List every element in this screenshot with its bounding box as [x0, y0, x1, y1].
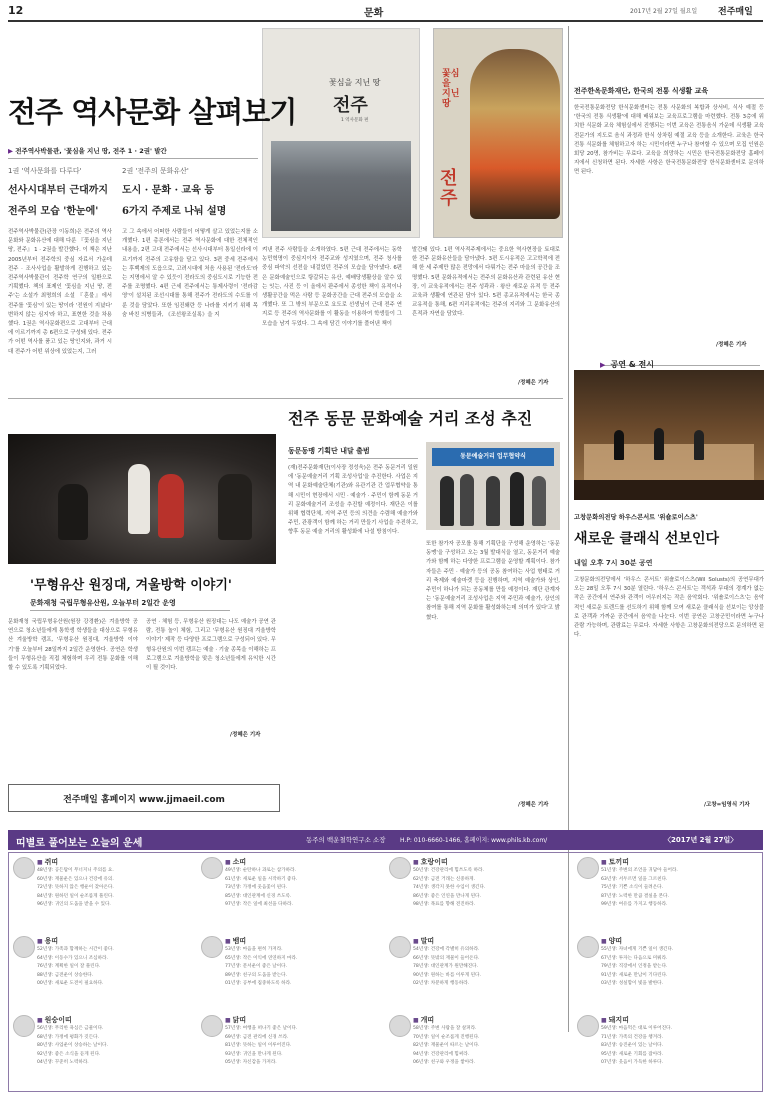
sidebar-lead-rule — [574, 98, 764, 99]
zodiac-name: ■ 개띠 — [413, 1015, 434, 1025]
zodiac-name: ■ 양띠 — [601, 936, 622, 946]
fortune-line: 69년생: 금전 관리에 신경 쓰라. — [225, 1034, 289, 1040]
vol1-tag: 1권 '역사문화를 다루다' — [8, 167, 82, 175]
fortune-cell — [9, 932, 197, 1010]
fortune-line: 98년생: 목표를 향해 전진하라. — [413, 902, 476, 908]
book-cover-1 — [262, 28, 420, 238]
fortune-line: 95년생: 새로운 기회를 잡아라. — [601, 1051, 664, 1057]
fortune-lines — [601, 946, 757, 1008]
byline-marker-icon: ▶ — [8, 147, 13, 155]
lead-headline: 전주 역사문화 살펴보기 — [8, 95, 297, 129]
fortune-lines — [37, 867, 193, 929]
fortune-line: 51년생: 주변의 조언을 귀담아 들어라. — [601, 868, 678, 873]
person-4 — [510, 472, 524, 526]
vol1-sub2: 전주의 모습 '한눈에' — [8, 206, 99, 217]
fortune-line: 99년생: 여유를 가지고 행동하라. — [601, 902, 668, 908]
fortune-lines — [225, 867, 381, 929]
concert-performer-2 — [654, 428, 664, 460]
fortune-cell — [9, 853, 197, 931]
concert-title: 새로운 클래식 선보인다 — [574, 531, 719, 547]
fortune-line: 66년생: 뜻밖의 재물이 들어온다. — [413, 955, 480, 961]
concert-credit: /고창=임영식 기자 — [704, 802, 750, 808]
fortune-cell — [573, 932, 761, 1010]
issue-date: 2017년 2월 27일 월요일 — [630, 8, 698, 15]
fortune-line: 72년생: 뜻하지 않은 행운이 찾아온다. — [37, 885, 114, 891]
fortune-line: 73년생: 가정에 웃음꽃이 핀다. — [225, 885, 288, 891]
fortune-cell — [197, 853, 385, 931]
fortune-cell — [573, 853, 761, 931]
book-2-subtitle: 꽃심을 지닌 땅 — [442, 69, 460, 109]
fortune-line: 65년생: 작은 이익에 연연하지 마라. — [225, 955, 298, 961]
play-kicker: 문화재청 국립무형유산원, 오늘부터 2일간 운영 — [30, 599, 176, 607]
fortune-line: 82년생: 재물운이 따르는 날이다. — [413, 1043, 480, 1049]
fortune-line: 48년생: 공든탑이 무너지니 주의를 요. — [37, 868, 114, 873]
fortune-cell — [197, 1011, 385, 1089]
fortune-lines — [225, 946, 381, 1008]
fortune-line: 77년생: 문서운이 좋은 날이다. — [225, 964, 288, 970]
zodiac-name: ■ 쥐띠 — [37, 857, 58, 867]
fortune-cell — [385, 853, 573, 931]
zodiac-animal-icon — [201, 1015, 223, 1037]
person-1 — [440, 476, 454, 526]
section-name: 문화 — [364, 8, 384, 19]
concert-stage — [584, 444, 754, 480]
fortune-line: 96년생: 귀인의 도움을 받을 수 있다. — [37, 902, 111, 908]
fortune-lines — [413, 867, 569, 929]
zodiac-name: ■ 원숭이띠 — [37, 1015, 72, 1025]
section-tag — [600, 352, 760, 369]
section-tag-icon: ▶ — [600, 361, 606, 369]
fortune-line: 52년생: 가족과 함께하는 시간이 좋다. — [37, 947, 114, 952]
zodiac-animal-icon — [577, 857, 599, 879]
fortune-line: 53년생: 마음을 편히 가져라. — [225, 947, 283, 952]
fortune-line: 84년생: 원하던 일이 순조롭게 풀린다. — [37, 893, 114, 899]
fortune-line: 06년생: 친구와 우정을 쌓아라. — [413, 1060, 476, 1066]
street-col-1: (재)전주문화재단(이사장 정성욱)은 전주 동문거리 일원에 '동문예술거리 기획 조성사업'을 추진한다. 사업은 지역 내 문화예술단체(기관)와 유관기관 간 업무협약을 통해 시민이 현장에서 시민 · 예술가 · 주민이 함께 동문 거리 문화예술거리 조성을 추진할 예정이다. 재단은 이를 위해 협력단체, 지역 주민 등의 의견을 수렴해 예술가와 주민, 관광객이 함께 하는 거리 만들기 사업을 추진하고, 향후 동문 예술 거리의 활성화에 나설 방침이다. — [288, 465, 418, 536]
zodiac-name: ■ 용띠 — [37, 936, 58, 946]
fortune-line: 92년생: 좋은 소식을 듣게 된다. — [37, 1051, 101, 1057]
zodiac-animal-icon — [13, 1015, 35, 1037]
masthead-rule — [8, 20, 763, 22]
performer-red — [158, 474, 184, 538]
fortune-lines — [601, 1025, 757, 1087]
fortune-lines — [37, 1025, 193, 1087]
concert-rule — [574, 570, 764, 571]
zodiac-animal-icon — [577, 1015, 599, 1037]
fortune-lines — [413, 946, 569, 1008]
zodiac-animal-icon — [389, 936, 411, 958]
street-kicker: 동문동맹 기획단 내달 출범 — [288, 447, 370, 455]
vol2-tag: 2권 '전주의 문화유산' — [122, 167, 189, 175]
zodiac-name: ■ 말띠 — [413, 936, 434, 946]
fortune-lines — [37, 946, 193, 1008]
fortune-lines — [225, 1025, 381, 1087]
fortune-cell — [573, 1011, 761, 1089]
lead-col-2: 고 그 속에서 어떠한 사람들이 어떻게 살고 있었는지를 소개했다. 1편 총론에서는 전주 역사문화에 대한 전체적인 내용을, 2편 고대 전주에서는 선사시대부터 통일신라에 이르기까지 전주의 고유함을 담고 있다. 3편 중세 전주에서는 후백제의 도읍으로, 고려시대에 처음 사용된 '전라도'라는 지명에서 알 수 있듯이 전라도의 중심도시로 기능한 전주를 조명했다. 4편 근세 전주에서는 통제사령이 '전라감영'이 설치된 조선시대를 통해 전주가 전라도의 수도를 이룬 것을 담았다. 또한 임진왜란 등 나라를 지키기 위해 목숨 바친 의병들과, 《조선왕조실록》을 지 — [122, 229, 258, 318]
horoscope-body — [8, 852, 763, 1092]
play-kicker-rule — [30, 610, 230, 611]
fortune-line: 07년생: 웃음이 가득한 하루다. — [601, 1060, 664, 1066]
vol2-sub1: 도시 · 문화 · 교육 등 — [122, 185, 214, 196]
page-number: 12 — [8, 4, 24, 17]
fortune-cell — [385, 932, 573, 1010]
zodiac-animal-icon — [201, 936, 223, 958]
fortune-cell — [9, 1011, 197, 1089]
concert-photo — [574, 370, 764, 500]
lead-col-1: 전주역사박물관(관장 이동희)은 전주의 역사문화와 문화유산에 대해 다룬 『꽃심을 지닌 땅, 전주』 1 · 2권을 발간했다. 이 책은 지난 2005년부터 전주학의 중심 자료서 가운데 전주 · 조사사업을 활발하게 진행하고 있는 전주역사박물관이 전주학 연구의 일환으로 기획했다. 책의 표제인 '꽃심을 지닌 땅, 전주'는 소설가 최명희의 소설 『혼불』에서 전주를 '꽃심'이 있는 땅이라 '전원이 지녔다' 변하지 않는 심지'라 하고, 표현한 것을 차용했다. 1권은 역사문화편으로 고대부터 근대에 이르기까지 총 6편으로 구성돼 있다. 전주가 어떤 역사를 품고 있는 땅인지와, 과거 시대 전주가 어떤 위상에 있었는지, 그러 — [8, 229, 112, 355]
fortune-line: 55년생: 자녀에게 기쁜 일이 생긴다. — [601, 947, 674, 952]
fortune-line: 58년생: 주변 사람을 잘 살펴라. — [413, 1026, 477, 1031]
fortune-cell — [197, 932, 385, 1010]
fortune-line: 05년생: 자신감을 가져라. — [225, 1060, 277, 1066]
fortune-line: 62년생: 금전 거래는 신중하게. — [413, 876, 476, 882]
street-col-2: 또한 참가자 공모를 통해 기획단을 구성해 운영하는 '동문동맹'을 구성하고 오는 3월 발대식을 열고, 동문거리 예술가와 함께 하는 다양한 프로그램을 운영할 계획이다. 참가자들은 주민 · 예술가 등의 공동 참여하는 사업 형태로 거리 축제와 예술마켓 등을 진행하며, 지역 예술가와 상인, 주민이 하나가 되는 공동체를 만들 예정이다. 재단 관계자는 '동문예술거리 조성사업은 지역 주민과 예술가, 상인의 참여를 통해 지역 문화를 활성화하는데 의미가 있다'고 밝혔다. — [426, 541, 560, 621]
fortune-line: 57년생: 여행을 떠나기 좋은 날이다. — [225, 1026, 298, 1031]
play-col-1: 문화재청 국립무형유산원(원장 강경환)은 겨울방학 공연으로 청소년들에게 통학생 학생들을 대상으로 무형유산 겨울방학 캠프, '무형유산 원징대, 겨울방학 이야기'를 오늘부터 28일까지 2일간 운영한다. 공연은 학생들이 무형유산을 직접 체험하며 우리 전통 문화를 이해할 수 있도록 기획되었다. — [8, 619, 138, 672]
zodiac-name: ■ 토끼띠 — [601, 857, 629, 867]
fortune-line: 74년생: 생각지 못한 수입이 생긴다. — [413, 885, 486, 891]
fortune-line: 03년생: 성실함이 빛을 발한다. — [601, 981, 664, 987]
zodiac-animal-icon — [577, 936, 599, 958]
vol2-sub2: 6가지 주제로 나눠 설명 — [122, 206, 227, 217]
fortune-line: 50년생: 건강관리에 힘쓰도록 하라. — [413, 868, 484, 873]
fortune-line: 97년생: 작은 일에 최선을 다하라. — [225, 902, 293, 908]
concert-kicker: 고창문화의전당 하우스콘서트 '위숄로이스츠' — [574, 514, 698, 521]
book-2-portrait — [470, 49, 560, 219]
concert-performer-1 — [614, 430, 624, 460]
play-credit: /정혜은 기자 — [230, 732, 261, 738]
street-kicker-rule — [288, 458, 418, 459]
zodiac-name: ■ 닭띠 — [225, 1015, 246, 1025]
masthead — [8, 4, 763, 18]
fortune-line: 85년생: 대인관계에 신경 쓰도록. — [225, 893, 292, 899]
fortune-line: 89년생: 친구의 도움을 받는다. — [225, 972, 288, 978]
fortune-line: 75년생: 기쁜 소식이 들려온다. — [601, 885, 664, 891]
fortune-line: 60년생: 재물운은 있으나 건강에 유의. — [37, 876, 114, 882]
street-top-rule — [8, 398, 563, 399]
fortune-line: 91년생: 새로운 만남이 기다린다. — [601, 972, 668, 978]
concert-time: 내일 오후 7시 30분 공연 — [574, 559, 653, 567]
zodiac-name: ■ 소띠 — [225, 857, 246, 867]
fortune-line: 67년생: 투자는 다음으로 미뤄라. — [601, 955, 668, 961]
fortune-line: 54년생: 건강에 각별히 유의하라. — [413, 947, 480, 952]
fortune-line: 90년생: 원하는 바를 이루게 된다. — [413, 972, 481, 978]
fortune-line: 78년생: 대인관계가 원만해진다. — [413, 964, 479, 970]
fortune-line: 64년생: 이동수가 있으니 조심하라. — [37, 955, 108, 961]
street-photo — [426, 442, 560, 530]
play-photo — [8, 434, 276, 564]
fortune-line: 87년생: 노력한 만큼 결실을 본다. — [601, 893, 669, 899]
zodiac-animal-icon — [13, 857, 35, 879]
fortune-line: 94년생: 건강관리에 힘써라. — [413, 1051, 470, 1057]
horoscope-sponsor: 동주의 백운철학연구소 소장 — [306, 836, 386, 844]
fortune-line: 59년생: 마음먹은 대로 이루어진다. — [601, 1026, 672, 1031]
street-headline: 전주 동문 문화예술 거리 조성 추진 — [288, 409, 533, 428]
zodiac-animal-icon — [201, 857, 223, 879]
play-headline: '무형유산 원징대, 겨울방학 이야기' — [30, 578, 232, 593]
section-tag-label: 공연 & 전시 — [610, 360, 654, 369]
homepage-ad-text: 전주매일 홈페이지 www.jjmaeil.com — [63, 795, 225, 805]
zodiac-name: ■ 호랑이띠 — [413, 857, 448, 867]
performer-dark-1 — [58, 484, 88, 540]
lead-byline — [8, 146, 167, 155]
fortune-line: 81년생: 뜻하는 일이 이루어진다. — [225, 1043, 292, 1049]
fortune-line: 01년생: 공부에 집중하도록 하라. — [225, 981, 292, 987]
zodiac-animal-icon — [13, 936, 35, 958]
fortune-line: 71년생: 가족의 건강을 챙겨라. — [601, 1034, 664, 1040]
sidebar-lead-credit: /정혜은 기자 — [716, 342, 747, 348]
lead-credit: /정혜은 기자 — [518, 380, 549, 386]
lead-col-4: 발간돼 있다. 1편 역사적주제에서는 중요한 역사현장을 토대로 한 전주 문화유산들을 담아냈다. 3편 도시유적은 고고학적에 전해 한 세 주제만 많은 전망에서 다뤄가는 전주 마을의 공간을 조명했다. 5편 문화유적에서는 전주의 문화유산과 관련된 유산 현장, 이 교육유적에서는 전주 성곽과 · 왕산 새로운 유적 등 전주 교육과 생활에 연관된 담아 있다. 5편 종교유적에서는 한국 종교유적을 통해, 6편 지리유적에는 전주의 지리와 그 문화유산의 흔적과 자연을 담았다. — [412, 247, 560, 318]
street-banner: 동문예술거리 업무협약식 — [432, 448, 554, 466]
performer-white — [128, 464, 150, 534]
fortune-line: 83년생: 승진운이 있는 날이다. — [601, 1043, 664, 1049]
zodiac-name: ■ 돼지띠 — [601, 1015, 629, 1025]
zodiac-animal-icon — [389, 857, 411, 879]
fortune-line: 56년생: 무리한 욕심은 금물이다. — [37, 1026, 104, 1031]
homepage-ad[interactable] — [8, 784, 280, 812]
sidebar-lead-title: 전주한옥문화재단, 한국의 전통 식생활 교육 — [574, 87, 709, 95]
paper-name: 전주매일 — [718, 7, 753, 17]
book-1-volume: 1 역사문화 편 — [341, 118, 369, 123]
fortune-line: 79년생: 직장에서 인정을 받는다. — [601, 964, 668, 970]
lead-byline-text: 전주역사박물관, '꽃심을 지닌 땅, 전주 1 · 2권' 발간 — [15, 147, 167, 155]
fortune-line: 04년생: 꾸준히 노력하라. — [37, 1060, 89, 1066]
fortune-line: 86년생: 좋은 인연을 만나게 된다. — [413, 893, 481, 899]
person-5 — [532, 476, 546, 526]
play-col-2: 공연 · 체험 등, 무형유산 원징대는 나도 예술가 공연 관람, 전통 놀이 체험, 그리고 '무형유산 원징대 겨울방학 이야기' 제작 등 다양한 프로그램으로 구성되어 있다. 무형유산원의 이번 캠프는 예술 · 기술 종목을 이해하는 프로그램으로 겨울방학을 맞은 청소년들에게 유익한 시간이 될 것이다. — [146, 619, 276, 672]
horoscope-title: 띠별로 풀어보는 오늘의 운세 — [16, 838, 143, 849]
zodiac-name: ■ 뱀띠 — [225, 936, 246, 946]
concert-audience — [574, 480, 764, 500]
horoscope-phone: H.P: 010-6660-1466, 홈페이지: www.phils.kb.com/ — [400, 837, 548, 844]
fortune-line: 00년생: 새로운 도전이 필요하다. — [37, 981, 104, 987]
person-3 — [486, 476, 500, 526]
book-2-title: 전주 — [440, 168, 458, 209]
performer-dark-2 — [218, 474, 252, 540]
sidebar-lead-body: 한국전통문화전당 한식문화센터는 전통 사문화의 복합과 상서비, 식사 예절 등 '한국의 전통 식생활'에 대해 배워보는 교육프로그램을 마련했다. 전통 3층에 위치한 식문화 교육 체험실에서 진행되는 이번 교육은 전통음식 가운데 식생활 교육 전문가의 지도로 음식 과정과 한식 상차림 예절 교육 등을 소개한다. 교육은 한국 전통 식문화를 체험하고자 하는 시민이라면 누구나 참여할 수 있으며 모집 인원은 회당 20명, 참가비는 무료다. 교육을 희망하는 시민은 한국전통문화전당 홈페이지에서 신청하면 된다. 자세한 사항은 한국전통문화전당 한식문화센터로 문의하면 된다. — [574, 105, 764, 176]
fortune-line: 63년생: 서두르면 일을 그르친다. — [601, 876, 668, 882]
fortune-lines — [601, 867, 757, 929]
book-1-subtitle: 꽃심을 지닌 땅 — [329, 78, 381, 87]
horoscope-date: 〈2017년 2월 27일〉 — [664, 836, 738, 844]
concert-performer-3 — [694, 430, 704, 460]
fortune-line: 88년생: 금전운이 상승한다. — [37, 972, 94, 978]
vol1-sub1: 선사시대부터 근대까지 — [8, 185, 109, 196]
fortune-line: 61년생: 새로운 일을 시작하기 좋다. — [225, 876, 298, 882]
concert-body: 고창문화의전당에서 '하우스 콘서트' 위숄로이스츠(Wil Solusts)의 공연무대가 오는 28일 오후 7시 30분 열린다. '하우스 콘서트'는 객석과 무대의 경계가 없는 작은 공간에서 연주와 관객이 어우러지는 작은 음악회다. '위숄로이스츠'는 음악적인 새로운 트렌드를 선도하기 위해 함께 모여 새로운 클래식을 선보이는 앙상블로 관객과 가까운 공간에서 음악을 나눈다. 이번 공연은 고창군민이라면 누구나 관람 가능하며, 관람료는 무료다. 자세한 사항은 고창문화의전당으로 문의하면 된다. — [574, 577, 764, 639]
street-credit: /정혜은 기자 — [518, 802, 549, 808]
zodiac-animal-icon — [389, 1015, 411, 1037]
lead-byline-rule — [8, 158, 258, 159]
person-2 — [460, 474, 474, 526]
fortune-line: 02년생: 차분하게 행동하라. — [413, 981, 470, 987]
book-1-photo — [271, 141, 411, 231]
horoscope-header — [8, 830, 763, 850]
book-1-title: 전주 — [333, 95, 368, 116]
lead-col-3: 켜낸 전주 사람들을 소개하였다. 5편 근대 전주에서는 동학농민혁명이 중심지이자 전주교와 성지였으며, 전주 청사를 중심 파악의 선전을 내걸었던 전주의 모습을 담아냈다. 6편은 문화예술인으로 탕갈되는 유산, 예배당생활상을 알수 있는 잇는, 사진 등 이 올에서 판주에서 종성한 책이 유적이나 생활공간을 먹은 사람 등 문화공간을 근대 전주의 모습을 소개했다. 또 그 밖의 부문으로 요도로 선생님이 근대 전주 연지로 등 전주의 역사문화를 이 활동을 이용하여 학생들이 그 모습을 남겨 두었다. 그 속에 담긴 이야기를 풀어낸 책이 — [262, 247, 402, 327]
fortune-cell — [385, 1011, 573, 1089]
fortune-line: 49년생: 순탄하나 과로는 삼가하라. — [225, 868, 296, 873]
fortune-line: 93년생: 귀인을 만나게 된다. — [225, 1051, 283, 1057]
fortune-line: 76년생: 계획한 일이 잘 풀린다. — [37, 964, 101, 970]
fortune-line: 80년생: 사업운이 상승하는 날이다. — [37, 1043, 108, 1049]
fortune-lines — [413, 1025, 569, 1087]
fortune-line: 70년생: 일이 순조롭게 진행된다. — [413, 1034, 480, 1040]
book-cover-2 — [433, 28, 563, 238]
fortune-line: 68년생: 가정에 평화가 깃든다. — [37, 1034, 100, 1040]
